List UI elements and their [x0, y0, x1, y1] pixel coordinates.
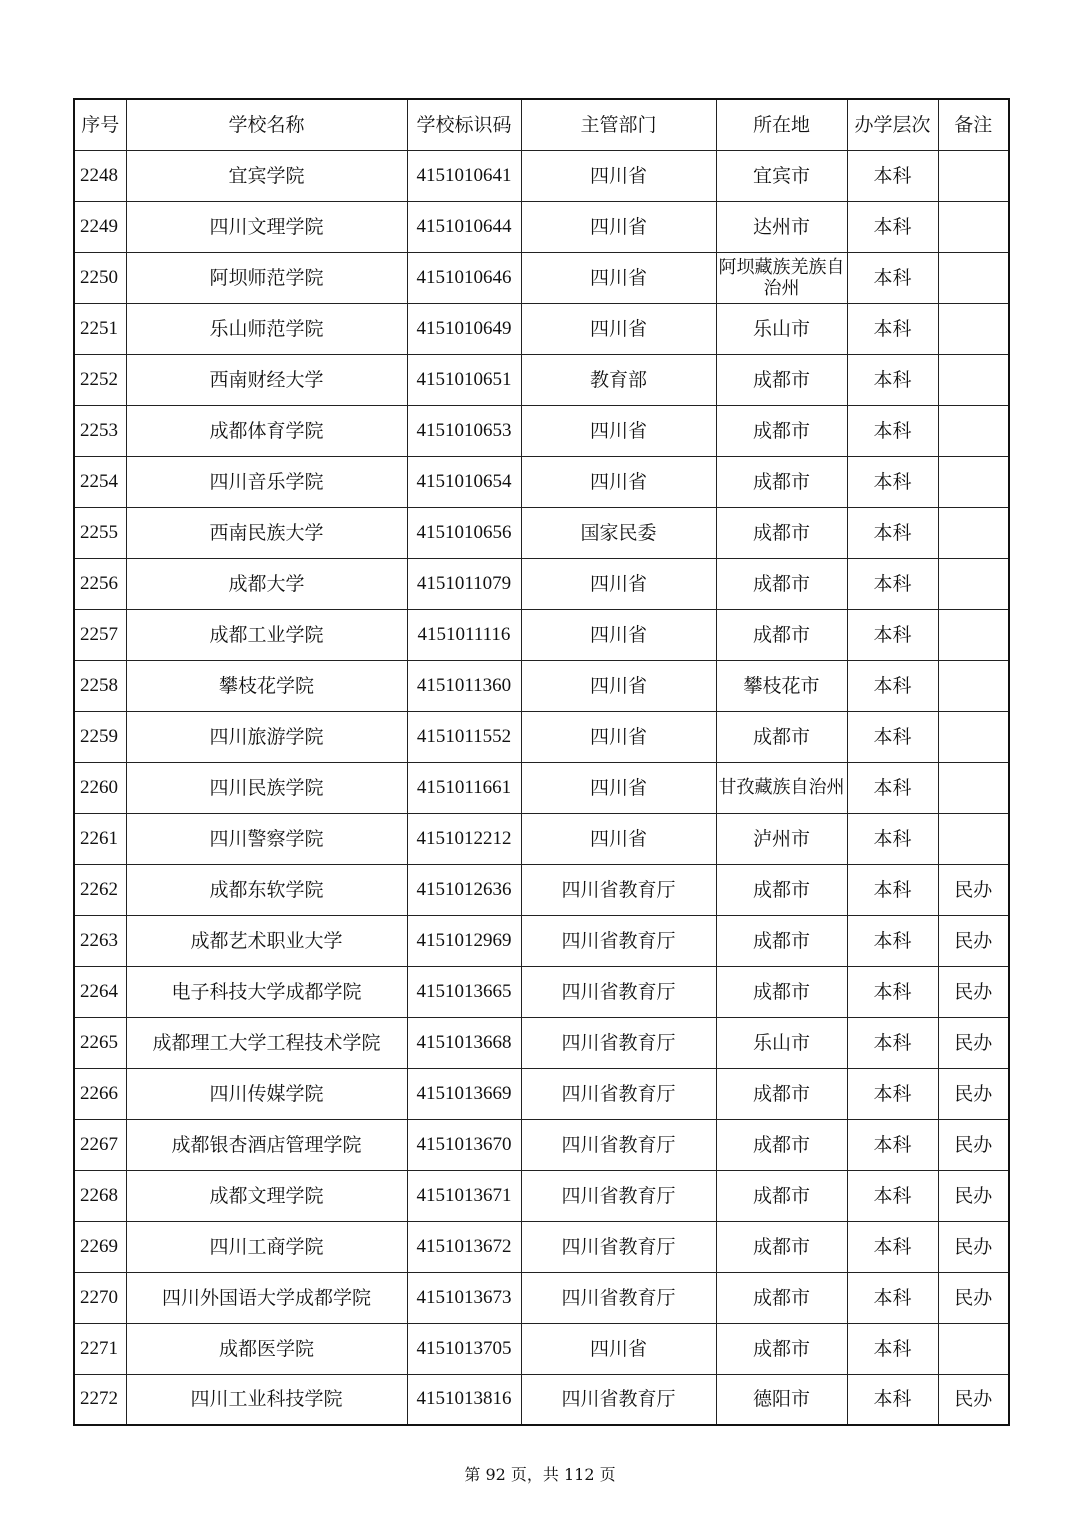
cell-index: 2252 — [74, 354, 126, 405]
table-row — [74, 762, 1009, 813]
cell-department: 四川省教育厅 — [521, 1221, 716, 1272]
cell-note: 民办 — [938, 1068, 1009, 1119]
cell-index: 2253 — [74, 405, 126, 456]
cell-department: 四川省教育厅 — [521, 1272, 716, 1323]
cell-level: 本科 — [847, 1068, 938, 1119]
cell-index: 2249 — [74, 201, 126, 252]
cell-school-code: 4151011552 — [407, 711, 521, 762]
cell-department: 四川省教育厅 — [521, 864, 716, 915]
cell-department: 四川省 — [521, 201, 716, 252]
cell-school-code: 4151010641 — [407, 150, 521, 201]
cell-index: 2268 — [74, 1170, 126, 1221]
cell-note: 民办 — [938, 864, 1009, 915]
cell-school-code: 4151010653 — [407, 405, 521, 456]
cell-location: 成都市 — [716, 609, 847, 660]
cell-school-code: 4151013665 — [407, 966, 521, 1017]
cell-location: 成都市 — [716, 966, 847, 1017]
cell-note: 民办 — [938, 1017, 1009, 1068]
cell-index: 2248 — [74, 150, 126, 201]
cell-department: 四川省 — [521, 558, 716, 609]
cell-level: 本科 — [847, 609, 938, 660]
cell-index: 2271 — [74, 1323, 126, 1374]
cell-department: 四川省教育厅 — [521, 1119, 716, 1170]
cell-department: 四川省教育厅 — [521, 1068, 716, 1119]
cell-school-code: 4151010646 — [407, 252, 521, 303]
header-school-code: 学校标识码 — [407, 99, 521, 150]
cell-school-name: 四川工商学院 — [126, 1221, 407, 1272]
cell-note — [938, 507, 1009, 558]
cell-level: 本科 — [847, 354, 938, 405]
cell-location: 成都市 — [716, 558, 847, 609]
cell-level: 本科 — [847, 1170, 938, 1221]
cell-index: 2270 — [74, 1272, 126, 1323]
cell-location: 成都市 — [716, 915, 847, 966]
table-row — [74, 1068, 1009, 1119]
header-level: 办学层次 — [847, 99, 938, 150]
cell-department: 四川省 — [521, 150, 716, 201]
cell-note: 民办 — [938, 1374, 1009, 1425]
cell-level: 本科 — [847, 1374, 938, 1425]
cell-school-name: 攀枝花学院 — [126, 660, 407, 711]
cell-school-name: 阿坝师范学院 — [126, 252, 407, 303]
cell-school-name: 四川文理学院 — [126, 201, 407, 252]
cell-location: 攀枝花市 — [716, 660, 847, 711]
cell-level: 本科 — [847, 405, 938, 456]
table-row — [74, 456, 1009, 507]
cell-school-code: 4151013668 — [407, 1017, 521, 1068]
cell-location — [716, 252, 847, 303]
cell-school-name: 成都银杏酒店管理学院 — [126, 1119, 407, 1170]
table-row — [74, 864, 1009, 915]
cell-level: 本科 — [847, 864, 938, 915]
cell-index: 2256 — [74, 558, 126, 609]
cell-note: 民办 — [938, 915, 1009, 966]
table-row — [74, 1272, 1009, 1323]
cell-level: 本科 — [847, 1017, 938, 1068]
cell-department: 四川省教育厅 — [521, 915, 716, 966]
cell-level: 本科 — [847, 1119, 938, 1170]
cell-school-name: 成都理工大学工程技术学院 — [126, 1017, 407, 1068]
cell-level: 本科 — [847, 1323, 938, 1374]
cell-level: 本科 — [847, 762, 938, 813]
cell-school-code: 4151010654 — [407, 456, 521, 507]
school-list-table — [73, 98, 1010, 1426]
cell-note — [938, 711, 1009, 762]
cell-location-text: 阿坝藏族羌族自治州 — [718, 256, 845, 299]
cell-index: 2265 — [74, 1017, 126, 1068]
cell-department: 四川省 — [521, 609, 716, 660]
cell-location: 成都市 — [716, 507, 847, 558]
cell-department: 四川省 — [521, 456, 716, 507]
cell-level: 本科 — [847, 252, 938, 303]
cell-school-name: 四川音乐学院 — [126, 456, 407, 507]
cell-department: 四川省 — [521, 711, 716, 762]
cell-location: 德阳市 — [716, 1374, 847, 1425]
cell-level: 本科 — [847, 201, 938, 252]
table-row — [74, 558, 1009, 609]
cell-location: 成都市 — [716, 1272, 847, 1323]
cell-location: 成都市 — [716, 354, 847, 405]
cell-note — [938, 813, 1009, 864]
table-row — [74, 303, 1009, 354]
cell-level: 本科 — [847, 1272, 938, 1323]
cell-location: 成都市 — [716, 1170, 847, 1221]
header-department: 主管部门 — [521, 99, 716, 150]
cell-index: 2272 — [74, 1374, 126, 1425]
cell-level: 本科 — [847, 507, 938, 558]
cell-index: 2254 — [74, 456, 126, 507]
cell-location: 成都市 — [716, 1119, 847, 1170]
header-note: 备注 — [938, 99, 1009, 150]
cell-note — [938, 762, 1009, 813]
cell-school-name: 四川工业科技学院 — [126, 1374, 407, 1425]
cell-note — [938, 252, 1009, 303]
cell-note — [938, 1323, 1009, 1374]
header-school-name: 学校名称 — [126, 99, 407, 150]
cell-department: 四川省教育厅 — [521, 966, 716, 1017]
cell-location: 成都市 — [716, 1221, 847, 1272]
table-row — [74, 915, 1009, 966]
cell-note: 民办 — [938, 966, 1009, 1017]
table-header-row — [74, 99, 1009, 150]
cell-location: 泸州市 — [716, 813, 847, 864]
cell-school-name: 电子科技大学成都学院 — [126, 966, 407, 1017]
cell-note — [938, 354, 1009, 405]
cell-school-name: 四川民族学院 — [126, 762, 407, 813]
cell-school-name: 成都艺术职业大学 — [126, 915, 407, 966]
cell-note — [938, 456, 1009, 507]
table-row — [74, 201, 1009, 252]
table-row — [74, 1221, 1009, 1272]
cell-department: 四川省 — [521, 252, 716, 303]
cell-school-name: 成都工业学院 — [126, 609, 407, 660]
cell-school-name: 成都体育学院 — [126, 405, 407, 456]
cell-index: 2269 — [74, 1221, 126, 1272]
table-body — [74, 150, 1009, 1425]
cell-index: 2267 — [74, 1119, 126, 1170]
table-row — [74, 609, 1009, 660]
cell-index: 2266 — [74, 1068, 126, 1119]
cell-index: 2261 — [74, 813, 126, 864]
cell-school-name: 四川传媒学院 — [126, 1068, 407, 1119]
cell-school-code: 4151011116 — [407, 609, 521, 660]
cell-school-name: 成都医学院 — [126, 1323, 407, 1374]
table-row — [74, 405, 1009, 456]
cell-location: 成都市 — [716, 711, 847, 762]
cell-location: 乐山市 — [716, 1017, 847, 1068]
cell-location: 达州市 — [716, 201, 847, 252]
table-row — [74, 966, 1009, 1017]
cell-location — [716, 762, 847, 813]
cell-note: 民办 — [938, 1170, 1009, 1221]
table-row — [74, 150, 1009, 201]
cell-school-name: 成都大学 — [126, 558, 407, 609]
cell-level: 本科 — [847, 813, 938, 864]
table-row — [74, 813, 1009, 864]
cell-school-code: 4151013705 — [407, 1323, 521, 1374]
cell-index: 2262 — [74, 864, 126, 915]
cell-department: 四川省 — [521, 303, 716, 354]
cell-note: 民办 — [938, 1272, 1009, 1323]
cell-index: 2258 — [74, 660, 126, 711]
cell-index: 2264 — [74, 966, 126, 1017]
cell-index: 2260 — [74, 762, 126, 813]
cell-department: 四川省 — [521, 660, 716, 711]
cell-school-code: 4151011079 — [407, 558, 521, 609]
cell-school-code: 4151013669 — [407, 1068, 521, 1119]
cell-school-name: 四川外国语大学成都学院 — [126, 1272, 407, 1323]
cell-index: 2250 — [74, 252, 126, 303]
cell-school-code: 4151010649 — [407, 303, 521, 354]
cell-school-code: 4151013670 — [407, 1119, 521, 1170]
cell-school-code: 4151013671 — [407, 1170, 521, 1221]
cell-note — [938, 558, 1009, 609]
cell-level: 本科 — [847, 660, 938, 711]
cell-location: 成都市 — [716, 405, 847, 456]
table-row — [74, 1323, 1009, 1374]
cell-school-code: 4151011360 — [407, 660, 521, 711]
cell-school-code: 4151013672 — [407, 1221, 521, 1272]
table-row — [74, 252, 1009, 303]
cell-location: 成都市 — [716, 1323, 847, 1374]
cell-school-name: 宜宾学院 — [126, 150, 407, 201]
table-row — [74, 1374, 1009, 1425]
cell-level: 本科 — [847, 558, 938, 609]
cell-note: 民办 — [938, 1119, 1009, 1170]
cell-department: 四川省 — [521, 405, 716, 456]
cell-note — [938, 150, 1009, 201]
cell-department: 四川省 — [521, 813, 716, 864]
cell-school-name: 西南民族大学 — [126, 507, 407, 558]
table-row — [74, 507, 1009, 558]
cell-note — [938, 609, 1009, 660]
cell-department: 四川省 — [521, 762, 716, 813]
cell-school-code: 4151010651 — [407, 354, 521, 405]
cell-level: 本科 — [847, 303, 938, 354]
cell-location: 成都市 — [716, 456, 847, 507]
cell-index: 2255 — [74, 507, 126, 558]
cell-school-code: 4151012212 — [407, 813, 521, 864]
table-row — [74, 711, 1009, 762]
cell-school-code: 4151012636 — [407, 864, 521, 915]
cell-note — [938, 405, 1009, 456]
cell-school-code: 4151012969 — [407, 915, 521, 966]
cell-school-name: 四川警察学院 — [126, 813, 407, 864]
header-index: 序号 — [74, 99, 126, 150]
cell-note: 民办 — [938, 1221, 1009, 1272]
cell-note — [938, 201, 1009, 252]
cell-level: 本科 — [847, 915, 938, 966]
table-row — [74, 660, 1009, 711]
cell-school-code: 4151010656 — [407, 507, 521, 558]
cell-school-name: 乐山师范学院 — [126, 303, 407, 354]
cell-note — [938, 660, 1009, 711]
table-row — [74, 1017, 1009, 1068]
cell-department: 四川省教育厅 — [521, 1170, 716, 1221]
cell-level: 本科 — [847, 966, 938, 1017]
cell-school-name: 四川旅游学院 — [126, 711, 407, 762]
cell-school-name: 西南财经大学 — [126, 354, 407, 405]
header-location: 所在地 — [716, 99, 847, 150]
cell-index: 2263 — [74, 915, 126, 966]
cell-note — [938, 303, 1009, 354]
cell-department: 国家民委 — [521, 507, 716, 558]
cell-department: 四川省教育厅 — [521, 1017, 716, 1068]
cell-school-code: 4151013673 — [407, 1272, 521, 1323]
cell-index: 2251 — [74, 303, 126, 354]
cell-level: 本科 — [847, 1221, 938, 1272]
cell-location: 成都市 — [716, 1068, 847, 1119]
cell-level: 本科 — [847, 711, 938, 762]
cell-level: 本科 — [847, 456, 938, 507]
cell-school-code: 4151011661 — [407, 762, 521, 813]
table-row — [74, 354, 1009, 405]
cell-school-name: 成都东软学院 — [126, 864, 407, 915]
cell-location: 宜宾市 — [716, 150, 847, 201]
page-footer: 第 92 页，共 112 页 — [464, 1465, 616, 1484]
cell-school-code: 4151013816 — [407, 1374, 521, 1425]
cell-location: 成都市 — [716, 864, 847, 915]
cell-school-code: 4151010644 — [407, 201, 521, 252]
cell-location: 乐山市 — [716, 303, 847, 354]
cell-level: 本科 — [847, 150, 938, 201]
cell-department: 四川省 — [521, 1323, 716, 1374]
table-row — [74, 1119, 1009, 1170]
cell-index: 2259 — [74, 711, 126, 762]
table-row — [74, 1170, 1009, 1221]
cell-department: 四川省教育厅 — [521, 1374, 716, 1425]
cell-department: 教育部 — [521, 354, 716, 405]
cell-index: 2257 — [74, 609, 126, 660]
cell-location-text: 甘孜藏族自治州 — [718, 777, 845, 798]
cell-school-name: 成都文理学院 — [126, 1170, 407, 1221]
